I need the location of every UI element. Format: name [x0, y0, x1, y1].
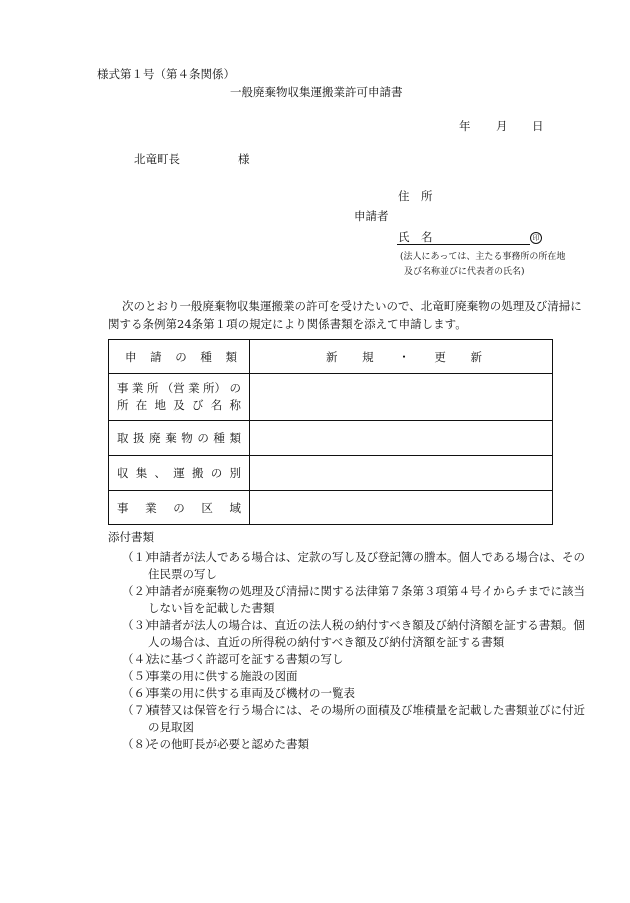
- applicant-note-line1: (法人にあっては、主たる事務所の所在地: [400, 252, 566, 262]
- list-item: （３）申請者が法人の場合は、直近の法人税の納付すべき額及び納付済額を証する書類。個人の場合は、直近の所得税の納付すべき額及び納付済額を証する書類: [122, 618, 585, 649]
- category-label: 収 集 、 運 搬 の 別: [109, 456, 250, 491]
- waste-type-label: 取 扱 廃 棄 物 の 種 類: [109, 421, 250, 456]
- application-type-label: 申 請 の 種 類: [109, 340, 250, 374]
- addressee-honorific: 様: [238, 152, 250, 166]
- category-value-field[interactable]: [250, 456, 553, 491]
- date-day-label: 日: [532, 119, 544, 133]
- table-row-application-type: [109, 340, 553, 374]
- applicant-note-line2: 及び名称並びに代表者の氏名): [404, 267, 525, 277]
- form-number: 様式第１号（第４条関係）: [97, 67, 235, 81]
- table-row-category: [109, 456, 553, 491]
- list-item: （５）事業の用に供する施設の図面: [122, 669, 298, 683]
- office-label: 事 業 所 （営 業 所） の 所 在 地 及 び 名 称: [109, 374, 250, 421]
- date-year-label: 年: [459, 119, 471, 133]
- list-item: （７）積替又は保管を行う場合には、その場所の面積及び堆積量を記載した書類並びに付近の見取図: [122, 703, 585, 734]
- list-item: （２）申請者が廃棄物の処理及び清掃に関する法律第７条第３項第４号イからチまでに該当しない旨を記載した書類: [122, 584, 585, 615]
- table-row-office: [109, 374, 553, 421]
- date-month-label: 月: [496, 119, 508, 133]
- address-label: 住 所: [398, 189, 433, 203]
- list-item: （６）事業の用に供する車両及び機材の一覧表: [122, 686, 355, 700]
- application-table: [108, 339, 553, 525]
- waste-type-value-field[interactable]: [250, 421, 553, 456]
- attachments-heading: 添付書類: [108, 530, 154, 544]
- table-row-waste-type: [109, 421, 553, 456]
- document-title: 一般廃棄物収集運搬業許可申請書: [230, 85, 403, 99]
- intro-paragraph: 次のとおり一般廃棄物収集運搬業の許可を受けたいので、北竜町廃棄物の処理及び清掃に関する条例第24条第１項の規定により関係書類を添えて申請します。: [108, 299, 582, 331]
- table-row-area: [109, 491, 553, 525]
- area-value-field[interactable]: [250, 491, 553, 525]
- addressee-name: 北竜町長: [134, 152, 180, 166]
- list-item: （４）法に基づく許認可を証する書類の写し: [122, 652, 344, 666]
- list-item: （８）その他町長が必要と認めた書類: [122, 737, 309, 751]
- area-label: 事 業 の 区 域: [109, 491, 250, 525]
- seal-mark: 印: [530, 232, 542, 244]
- application-type-value: 新 規 ・ 更 新: [250, 340, 553, 374]
- name-label: 氏 名: [398, 230, 433, 244]
- applicant-role: 申請者: [354, 209, 389, 223]
- name-underline: [397, 244, 530, 245]
- list-item: （１）申請者が法人である場合は、定款の写し及び登記簿の謄本。個人である場合は、その住民票の写し: [122, 550, 585, 581]
- office-value-field[interactable]: [250, 374, 553, 421]
- attachments-list: [108, 549, 588, 753]
